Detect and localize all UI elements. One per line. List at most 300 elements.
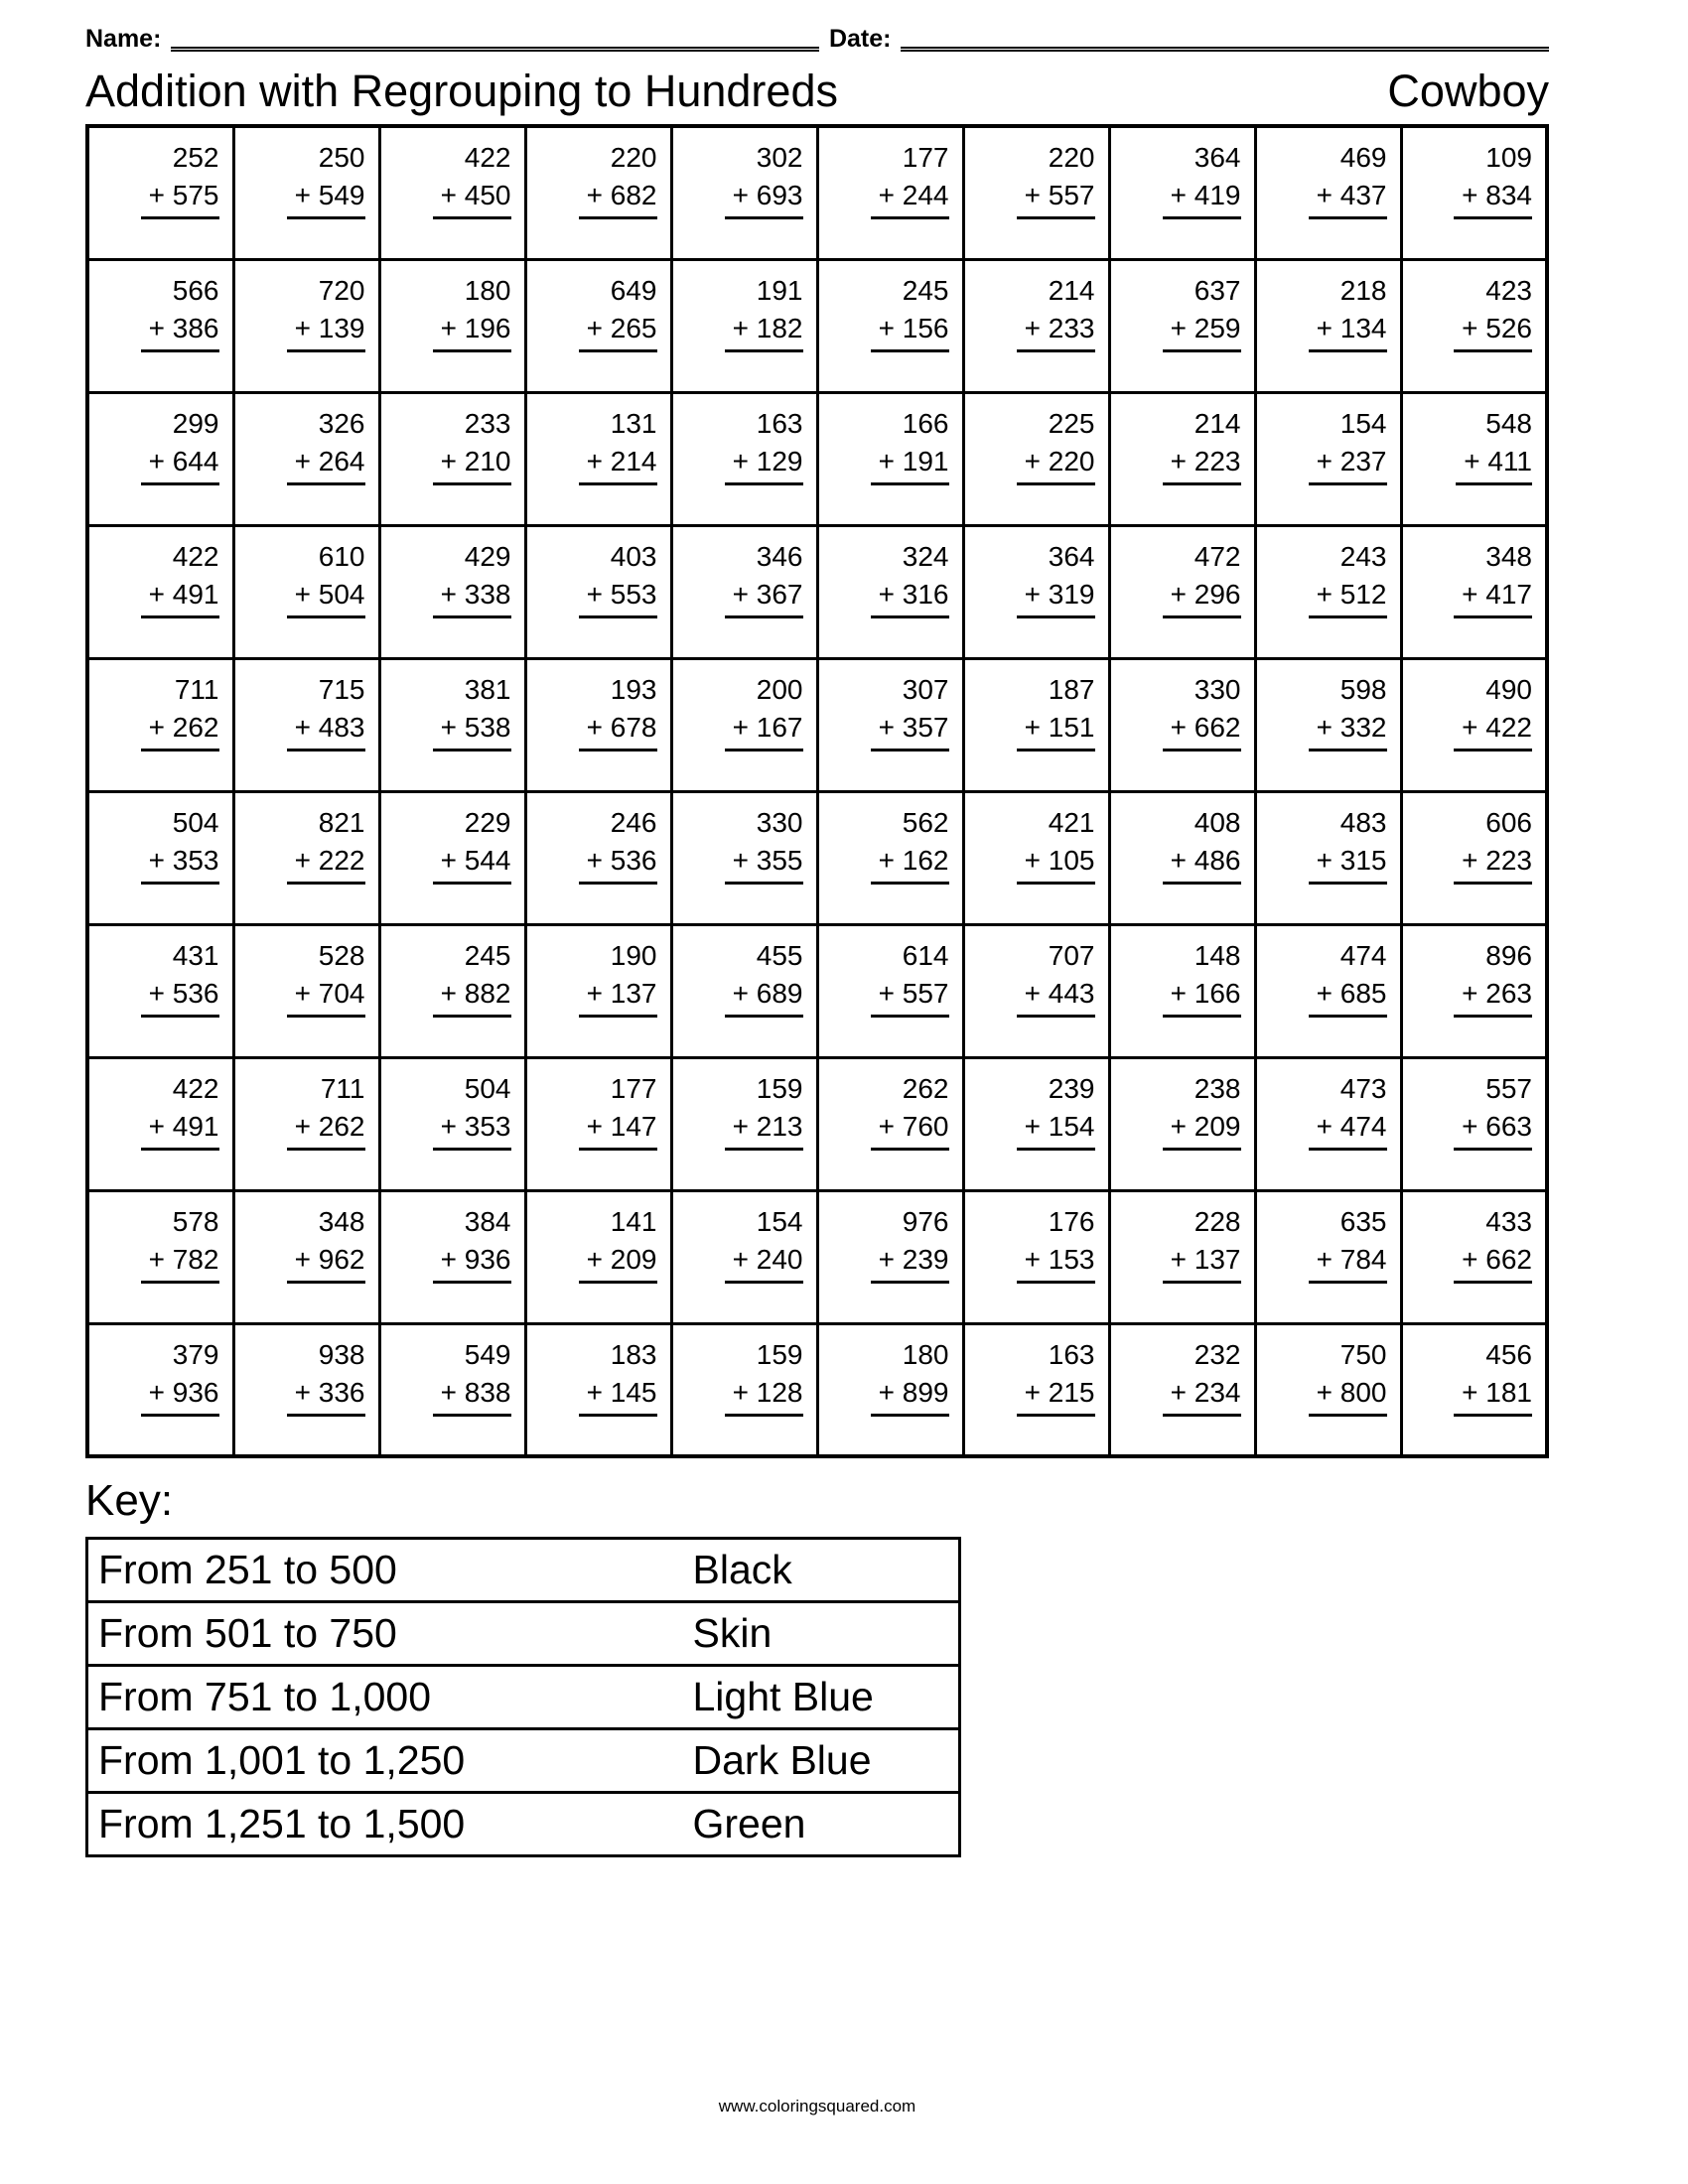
addend-number: + 549 — [287, 178, 365, 219]
problem-cell — [963, 924, 1109, 1057]
addend-number: + 644 — [141, 444, 219, 485]
problems-table — [85, 124, 1549, 1458]
key-table — [85, 1537, 961, 1857]
problem-row — [87, 1190, 1547, 1323]
addend-number: + 536 — [579, 843, 657, 885]
top-number: 422 — [172, 1072, 219, 1104]
top-number: 562 — [902, 806, 949, 838]
top-number: 159 — [756, 1338, 803, 1370]
problem-cell — [87, 259, 233, 392]
top-number: 610 — [318, 540, 365, 572]
top-number: 598 — [1339, 673, 1387, 705]
addend-number: + 264 — [287, 444, 365, 485]
top-number: 214 — [1194, 407, 1241, 439]
problem-cell — [379, 259, 525, 392]
addend-number: + 167 — [725, 710, 803, 751]
top-number: 549 — [464, 1338, 511, 1370]
addend-number: + 704 — [287, 976, 365, 1018]
problem-cell — [87, 1057, 233, 1190]
top-number: 262 — [902, 1072, 949, 1104]
top-number: 180 — [902, 1338, 949, 1370]
problem-cell — [817, 658, 963, 791]
problem-cell — [525, 658, 671, 791]
problem-cell — [1109, 658, 1255, 791]
top-number: 548 — [1485, 407, 1532, 439]
top-number: 422 — [464, 142, 511, 174]
problem-cell — [525, 259, 671, 392]
addend-number: + 512 — [1309, 577, 1387, 618]
addend-number: + 553 — [579, 577, 657, 618]
problem-cell — [87, 1323, 233, 1456]
addend-number: + 355 — [725, 843, 803, 885]
top-number: 606 — [1485, 806, 1532, 838]
problem-cell — [525, 924, 671, 1057]
problem-cell — [233, 1057, 379, 1190]
addend-number: + 128 — [725, 1375, 803, 1417]
problem-cell — [1401, 126, 1547, 259]
problem-cell — [233, 658, 379, 791]
top-number: 299 — [172, 407, 219, 439]
problem-cell — [233, 791, 379, 924]
key-range: From 751 to 1,000 — [87, 1665, 683, 1728]
top-number: 472 — [1194, 540, 1241, 572]
problem-cell — [525, 1057, 671, 1190]
addend-number: + 800 — [1309, 1375, 1387, 1417]
problem-cell — [671, 658, 817, 791]
addend-number: + 491 — [141, 577, 219, 618]
problem-cell — [1401, 924, 1547, 1057]
top-number: 720 — [318, 274, 365, 306]
addend-number: + 483 — [287, 710, 365, 751]
problem-row — [87, 126, 1547, 259]
addend-number: + 147 — [579, 1109, 657, 1151]
problem-cell — [87, 1190, 233, 1323]
top-number: 324 — [902, 540, 949, 572]
problem-row — [87, 1057, 1547, 1190]
top-number: 422 — [172, 540, 219, 572]
addend-number: + 417 — [1454, 577, 1532, 618]
addend-number: + 209 — [1163, 1109, 1241, 1151]
top-number: 187 — [1048, 673, 1095, 705]
problem-cell — [1109, 1190, 1255, 1323]
addend-number: + 936 — [433, 1242, 511, 1284]
key-row — [87, 1728, 960, 1792]
top-number: 190 — [610, 939, 657, 971]
top-number: 348 — [1485, 540, 1532, 572]
date-label: Date: — [828, 25, 892, 53]
key-color-name: Light Blue — [683, 1665, 960, 1728]
addend-number: + 353 — [141, 843, 219, 885]
addend-number: + 491 — [141, 1109, 219, 1151]
problem-cell — [1255, 1190, 1401, 1323]
addend-number: + 222 — [287, 843, 365, 885]
footer-url: www.coloringsquared.com — [718, 2097, 916, 2116]
addend-number: + 557 — [1017, 178, 1095, 219]
top-number: 177 — [902, 142, 949, 174]
problem-cell — [1255, 658, 1401, 791]
addend-number: + 223 — [1163, 444, 1241, 485]
top-number: 218 — [1339, 274, 1387, 306]
problem-cell — [1109, 126, 1255, 259]
problem-cell — [87, 658, 233, 791]
problem-cell — [87, 924, 233, 1057]
problem-cell — [379, 791, 525, 924]
problem-cell — [233, 924, 379, 1057]
top-number: 429 — [464, 540, 511, 572]
problem-cell — [963, 658, 1109, 791]
addend-number: + 682 — [579, 178, 657, 219]
top-number: 183 — [610, 1338, 657, 1370]
addend-number: + 154 — [1017, 1109, 1095, 1151]
addend-number: + 419 — [1163, 178, 1241, 219]
addend-number: + 663 — [1454, 1109, 1532, 1151]
addend-number: + 265 — [579, 311, 657, 352]
problem-cell — [963, 259, 1109, 392]
top-number: 566 — [172, 274, 219, 306]
top-number: 715 — [318, 673, 365, 705]
problem-cell — [817, 126, 963, 259]
top-number: 246 — [610, 806, 657, 838]
problem-cell — [379, 658, 525, 791]
problem-cell — [671, 126, 817, 259]
problem-cell — [87, 126, 233, 259]
problem-cell — [963, 1190, 1109, 1323]
problem-cell — [1401, 392, 1547, 525]
addend-number: + 411 — [1456, 444, 1532, 485]
problem-cell — [379, 1057, 525, 1190]
top-number: 635 — [1339, 1205, 1387, 1237]
addend-number: + 296 — [1163, 577, 1241, 618]
addend-number: + 332 — [1309, 710, 1387, 751]
problem-cell — [1109, 924, 1255, 1057]
addend-number: + 678 — [579, 710, 657, 751]
top-number: 896 — [1485, 939, 1532, 971]
problem-row — [87, 525, 1547, 658]
addend-number: + 315 — [1309, 843, 1387, 885]
problem-cell — [1255, 1323, 1401, 1456]
top-number: 243 — [1339, 540, 1387, 572]
addend-number: + 357 — [871, 710, 949, 751]
problem-cell — [379, 1323, 525, 1456]
key-row — [87, 1601, 960, 1665]
key-range: From 251 to 500 — [87, 1538, 683, 1601]
addend-number: + 151 — [1017, 710, 1095, 751]
top-number: 229 — [464, 806, 511, 838]
problem-cell — [671, 259, 817, 392]
problem-cell — [963, 791, 1109, 924]
addend-number: + 544 — [433, 843, 511, 885]
addend-number: + 210 — [433, 444, 511, 485]
top-number: 421 — [1048, 806, 1095, 838]
problem-cell — [525, 525, 671, 658]
top-number: 180 — [464, 274, 511, 306]
title-row — [85, 66, 1549, 117]
name-label: Name: — [85, 25, 162, 53]
top-number: 384 — [464, 1205, 511, 1237]
top-number: 109 — [1485, 142, 1532, 174]
top-number: 346 — [756, 540, 803, 572]
top-number: 456 — [1485, 1338, 1532, 1370]
top-number: 238 — [1194, 1072, 1241, 1104]
addend-number: + 156 — [871, 311, 949, 352]
top-number: 225 — [1048, 407, 1095, 439]
problem-cell — [1109, 1323, 1255, 1456]
top-number: 239 — [1048, 1072, 1095, 1104]
addend-number: + 443 — [1017, 976, 1095, 1018]
addend-number: + 838 — [433, 1375, 511, 1417]
addend-number: + 153 — [1017, 1242, 1095, 1284]
problem-cell — [379, 392, 525, 525]
addend-number: + 338 — [433, 577, 511, 618]
problem-cell — [1255, 392, 1401, 525]
key-range: From 501 to 750 — [87, 1601, 683, 1665]
problem-cell — [1109, 1057, 1255, 1190]
addend-number: + 336 — [287, 1375, 365, 1417]
top-number: 245 — [902, 274, 949, 306]
problem-cell — [525, 791, 671, 924]
top-number: 364 — [1194, 142, 1241, 174]
top-number: 504 — [464, 1072, 511, 1104]
problem-cell — [817, 1057, 963, 1190]
top-number: 490 — [1485, 673, 1532, 705]
problem-cell — [671, 1323, 817, 1456]
addend-number: + 262 — [141, 710, 219, 751]
problem-cell — [963, 525, 1109, 658]
problem-cell — [233, 392, 379, 525]
top-number: 177 — [610, 1072, 657, 1104]
problem-cell — [817, 525, 963, 658]
problem-cell — [817, 259, 963, 392]
addend-number: + 220 — [1017, 444, 1095, 485]
top-number: 711 — [174, 673, 219, 705]
addend-number: + 213 — [725, 1109, 803, 1151]
top-number: 364 — [1048, 540, 1095, 572]
worksheet-content — [85, 0, 1549, 1857]
top-number: 193 — [610, 673, 657, 705]
top-number: 214 — [1048, 274, 1095, 306]
addend-number: + 234 — [1163, 1375, 1241, 1417]
problem-cell — [671, 1057, 817, 1190]
addend-number: + 181 — [1454, 1375, 1532, 1417]
top-number: 976 — [902, 1205, 949, 1237]
problem-cell — [87, 791, 233, 924]
top-number: 557 — [1485, 1072, 1532, 1104]
top-number: 220 — [1048, 142, 1095, 174]
top-number: 330 — [756, 806, 803, 838]
top-number: 483 — [1339, 806, 1387, 838]
top-number: 330 — [1194, 673, 1241, 705]
top-number: 148 — [1194, 939, 1241, 971]
problem-row — [87, 658, 1547, 791]
addend-number: + 162 — [871, 843, 949, 885]
addend-number: + 536 — [141, 976, 219, 1018]
key-row — [87, 1665, 960, 1728]
top-number: 200 — [756, 673, 803, 705]
addend-number: + 209 — [579, 1242, 657, 1284]
problem-cell — [1255, 525, 1401, 658]
problem-cell — [87, 392, 233, 525]
problem-cell — [1255, 924, 1401, 1057]
problem-cell — [525, 392, 671, 525]
problem-cell — [1255, 126, 1401, 259]
addend-number: + 137 — [1163, 1242, 1241, 1284]
problem-cell — [817, 1323, 963, 1456]
problem-cell — [1255, 791, 1401, 924]
addend-number: + 316 — [871, 577, 949, 618]
addend-number: + 662 — [1454, 1242, 1532, 1284]
problem-cell — [1255, 1057, 1401, 1190]
problem-cell — [1401, 525, 1547, 658]
key-color-name: Dark Blue — [683, 1728, 960, 1792]
problems-table-body — [87, 126, 1547, 1456]
problem-cell — [671, 924, 817, 1057]
top-number: 131 — [610, 407, 657, 439]
addend-number: + 240 — [725, 1242, 803, 1284]
problem-cell — [233, 126, 379, 259]
addend-number: + 191 — [871, 444, 949, 485]
addend-number: + 134 — [1309, 311, 1387, 352]
top-number: 232 — [1194, 1338, 1241, 1370]
problem-cell — [379, 1190, 525, 1323]
addend-number: + 760 — [871, 1109, 949, 1151]
top-number: 528 — [318, 939, 365, 971]
key-color-name: Green — [683, 1792, 960, 1855]
addend-number: + 782 — [141, 1242, 219, 1284]
worksheet-title: Addition with Regrouping to Hundreds — [85, 65, 838, 116]
addend-number: + 214 — [579, 444, 657, 485]
top-number: 455 — [756, 939, 803, 971]
addend-number: + 145 — [579, 1375, 657, 1417]
top-number: 637 — [1194, 274, 1241, 306]
addend-number: + 263 — [1454, 976, 1532, 1018]
top-number: 474 — [1339, 939, 1387, 971]
problem-cell — [817, 392, 963, 525]
addend-number: + 166 — [1163, 976, 1241, 1018]
problem-cell — [1401, 791, 1547, 924]
top-number: 379 — [172, 1338, 219, 1370]
addend-number: + 685 — [1309, 976, 1387, 1018]
top-number: 154 — [756, 1205, 803, 1237]
addend-number: + 575 — [141, 178, 219, 219]
problem-row — [87, 259, 1547, 392]
key-color-name: Skin — [683, 1601, 960, 1665]
addend-number: + 474 — [1309, 1109, 1387, 1151]
key-range: From 1,001 to 1,250 — [87, 1728, 683, 1792]
top-number: 423 — [1485, 274, 1532, 306]
top-number: 163 — [756, 407, 803, 439]
name-date-header — [85, 26, 1549, 54]
key-color-name: Black — [683, 1538, 960, 1601]
problem-cell — [379, 924, 525, 1057]
top-number: 711 — [320, 1072, 365, 1104]
top-number: 348 — [318, 1205, 365, 1237]
top-number: 302 — [756, 142, 803, 174]
problem-cell — [671, 1190, 817, 1323]
problem-cell — [1109, 525, 1255, 658]
addend-number: + 486 — [1163, 843, 1241, 885]
top-number: 159 — [756, 1072, 803, 1104]
problem-cell — [1401, 1057, 1547, 1190]
top-number: 163 — [1048, 1338, 1095, 1370]
problem-cell — [963, 1057, 1109, 1190]
top-number: 403 — [610, 540, 657, 572]
problem-cell — [379, 525, 525, 658]
problem-row — [87, 1323, 1547, 1456]
top-number: 166 — [902, 407, 949, 439]
top-number: 154 — [1339, 407, 1387, 439]
top-number: 191 — [756, 274, 803, 306]
addend-number: + 215 — [1017, 1375, 1095, 1417]
addend-number: + 233 — [1017, 311, 1095, 352]
top-number: 228 — [1194, 1205, 1241, 1237]
addend-number: + 367 — [725, 577, 803, 618]
theme-title: Cowboy — [1387, 65, 1549, 116]
addend-number: + 262 — [287, 1109, 365, 1151]
problem-cell — [817, 1190, 963, 1323]
name-underline — [171, 47, 819, 52]
key-label: Key: — [85, 1476, 174, 1526]
top-number: 307 — [902, 673, 949, 705]
addend-number: + 319 — [1017, 577, 1095, 618]
key-row — [87, 1792, 960, 1855]
top-number: 649 — [610, 274, 657, 306]
addend-number: + 557 — [871, 976, 949, 1018]
addend-number: + 244 — [871, 178, 949, 219]
problem-cell — [817, 924, 963, 1057]
addend-number: + 239 — [871, 1242, 949, 1284]
problem-cell — [233, 525, 379, 658]
problem-cell — [87, 525, 233, 658]
addend-number: + 834 — [1454, 178, 1532, 219]
top-number: 141 — [610, 1205, 657, 1237]
addend-number: + 139 — [287, 311, 365, 352]
problem-cell — [1109, 791, 1255, 924]
addend-number: + 182 — [725, 311, 803, 352]
addend-number: + 196 — [433, 311, 511, 352]
addend-number: + 784 — [1309, 1242, 1387, 1284]
problem-cell — [233, 1190, 379, 1323]
problem-cell — [233, 1323, 379, 1456]
addend-number: + 353 — [433, 1109, 511, 1151]
top-number: 326 — [318, 407, 365, 439]
top-number: 408 — [1194, 806, 1241, 838]
top-number: 245 — [464, 939, 511, 971]
addend-number: + 105 — [1017, 843, 1095, 885]
problem-row — [87, 392, 1547, 525]
problem-cell — [233, 259, 379, 392]
problem-cell — [671, 791, 817, 924]
problem-cell — [963, 1323, 1109, 1456]
top-number: 381 — [464, 673, 511, 705]
top-number: 220 — [610, 142, 657, 174]
addend-number: + 437 — [1309, 178, 1387, 219]
problem-row — [87, 791, 1547, 924]
top-number: 433 — [1485, 1205, 1532, 1237]
addend-number: + 689 — [725, 976, 803, 1018]
addend-number: + 693 — [725, 178, 803, 219]
top-number: 473 — [1339, 1072, 1387, 1104]
addend-number: + 662 — [1163, 710, 1241, 751]
problem-cell — [1255, 259, 1401, 392]
top-number: 176 — [1048, 1205, 1095, 1237]
addend-number: + 538 — [433, 710, 511, 751]
top-number: 750 — [1339, 1338, 1387, 1370]
top-number: 821 — [318, 806, 365, 838]
problem-cell — [379, 126, 525, 259]
problem-cell — [1109, 259, 1255, 392]
addend-number: + 882 — [433, 976, 511, 1018]
top-number: 233 — [464, 407, 511, 439]
